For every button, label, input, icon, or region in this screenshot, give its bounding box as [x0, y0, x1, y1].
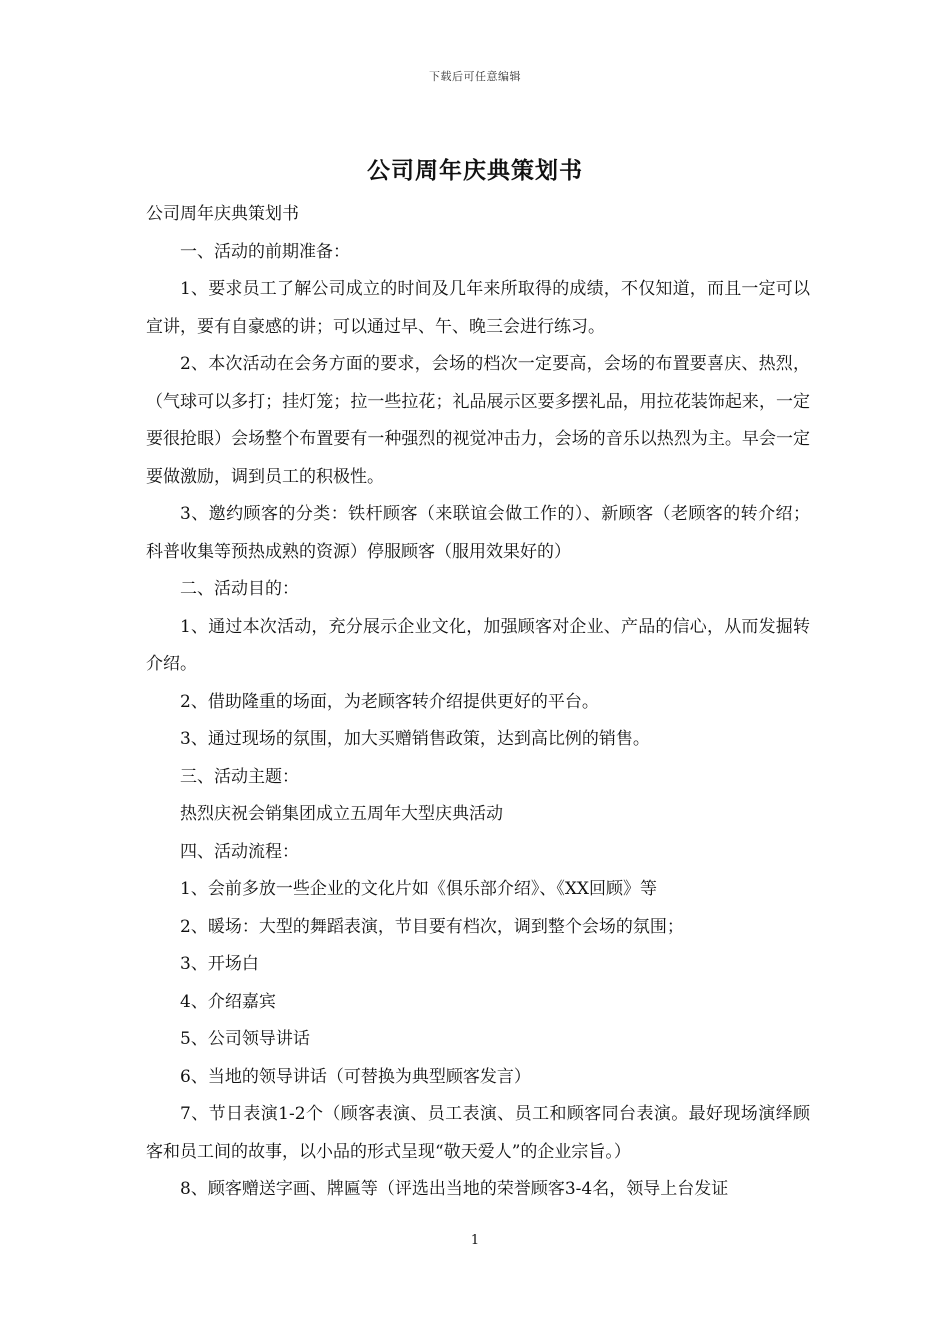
paragraph: 3、开场白 [180, 954, 259, 974]
document-title: 公司周年庆典策划书 [367, 157, 583, 184]
paragraph: 3、邀约顾客的分类：铁杆顾客（来联谊会做工作的）、新顾客（老顾客的转介绍；科普收集等预热成熟的资源）停服顾客（服用效果好的） [146, 504, 810, 562]
paragraph: 2、暖场：大型的舞蹈表演，节目要有档次，调到整个会场的氛围； [180, 916, 684, 937]
page-number: 1 [470, 1233, 480, 1248]
paragraph: 2、借助隆重的场面，为老顾客转介绍提供更好的平台。 [180, 691, 599, 712]
paragraph: 3、通过现场的氛围，加大买赠销售政策，达到高比例的销售。 [180, 729, 650, 749]
paragraph: 1、要求员工了解公司成立的时间及几年来所取得的成绩，不仅知道，而且一定可以宣讲，要有自豪感的讲；可以通过早、午、晚三会进行练习。 [146, 279, 810, 337]
paragraph: 热烈庆祝会销集团成立五周年大型庆典活动 [180, 804, 503, 824]
paragraph: 7、节日表演1-2个（顾客表演、员工表演、员工和顾客同台表演。最好现场演绎顾客和员工间的故事，以小品的形式呈现“敬天爱人”的企业宗旨。） [146, 1104, 810, 1162]
paragraph: 5、公司领导讲话 [180, 1029, 310, 1049]
document-body [146, 196, 810, 1209]
paragraph: 公司周年庆典策划书 [146, 204, 299, 224]
section-heading: 二、活动目的： [180, 579, 299, 599]
paragraph: 4、介绍嘉宾 [180, 991, 276, 1012]
section-heading: 三、活动主题： [180, 766, 299, 787]
paragraph: 8、顾客赠送字画、牌匾等（评选出当地的荣誉顾客3-4名，领导上台发证 [180, 1179, 729, 1199]
section-heading: 一、活动的前期准备： [180, 241, 350, 262]
page-header-note: 下载后可任意编辑 [429, 70, 521, 83]
section-heading: 四、活动流程： [180, 841, 299, 862]
paragraph: 6、当地的领导讲话（可替换为典型顾客发言） [180, 1066, 531, 1087]
paragraph: 2、本次活动在会务方面的要求，会场的档次一定要高，会场的布置要喜庆、热烈，（气球可以多打；挂灯笼；拉一些拉花；礼品展示区要多摆礼品，用拉花装饰起来，一定要很抢眼）会场整个布置要有一种强烈的视觉冲击力，会场的音乐以热烈为主。早会一定要做激励，调到员工的积极性。 [146, 354, 810, 487]
paragraph: 1、通过本次活动，充分展示企业文化，加强顾客对企业、产品的信心，从而发掘转介绍。 [146, 616, 810, 674]
paragraph: 1、会前多放一些企业的文化片如《俱乐部介绍》、《XX回顾》等 [180, 879, 658, 899]
